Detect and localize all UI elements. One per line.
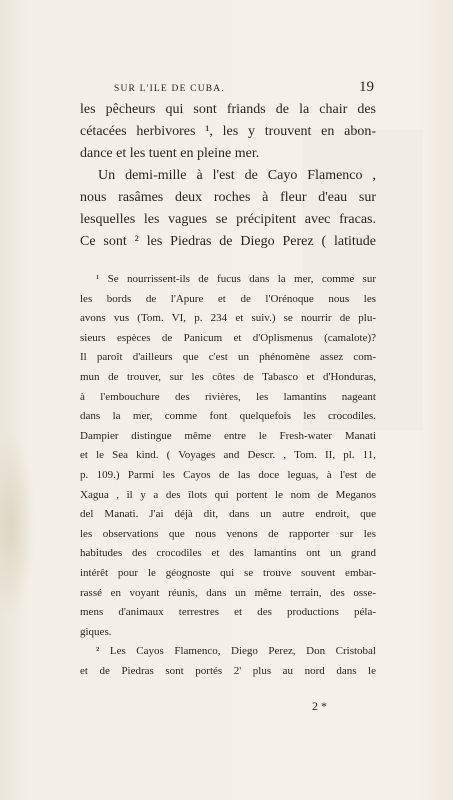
- main-text: [80, 99, 376, 253]
- text-line: Un demi-mille à l'est de Cayo Flamenco ,: [98, 168, 376, 183]
- signature-mark: 2 *: [312, 699, 327, 713]
- footnote-line: del Manati. J'ai déjà dit, dans un autre endroit, que: [80, 508, 376, 521]
- footnote-line: p. 109.) Parmi les Cayos de las doce leguas, à l'est de: [80, 468, 376, 481]
- footnote-line: Il paroît d'ailleurs que c'est un phénomène assez com-: [80, 351, 376, 364]
- paper-stain: [0, 430, 36, 620]
- footnote-line: à l'embouchure des rivières, les lamantins nageant: [80, 390, 376, 403]
- footnote-line: les observations que nous venons de rapporter sur les: [80, 527, 376, 540]
- text-line: nous rasâmes deux roches à fleur d'eau sur: [80, 190, 376, 205]
- footnote-line: intérêt pour le géognoste qui se trouve souvent embar-: [80, 566, 376, 579]
- footnote-line: et le Sea kind. ( Voyages and Descr. , Tom. II, pl. 11,: [80, 449, 376, 462]
- footnote-line: avons vus (Tom. VI, p. 234 et suiv.) se nourrir de plu-: [80, 312, 376, 325]
- text-line: les pêcheurs qui sont friands de la chair des: [80, 102, 376, 117]
- footnote-line: rassé en voyant réunis, dans un même terrain, des osse-: [80, 586, 376, 599]
- footnotes: [80, 270, 376, 681]
- footnote-line: ² Les Cayos Flamenco, Diego Perez, Don Cristobal: [96, 645, 376, 658]
- footnote-line: mens d'animaux terrestres et des productions péla-: [80, 606, 376, 619]
- page-number: 19: [359, 79, 374, 95]
- footnote-line: ¹ Se nourrissent-ils de fucus dans la mer, comme sur: [96, 273, 376, 285]
- running-head: SUR L'ILE DE CUBA.: [114, 84, 225, 94]
- footnote-line: giques.: [80, 625, 112, 638]
- text-line: lesquelles les vagues se précipitent avec fracas.: [80, 212, 376, 227]
- footnote-line: habitudes des crocodiles et des lamantins ont un grand: [80, 547, 376, 560]
- footnote-line: les bords de l'Apure et de l'Orénoque nous les: [80, 292, 376, 305]
- text-line: dance et les tuent en pleine mer.: [80, 146, 260, 161]
- footnote-line: Dampier distingue même entre le Fresh-water Manati: [80, 429, 376, 442]
- footnote-line: Xagua , il y a des îlots qui portent le nom de Meganos: [80, 488, 376, 501]
- footnote-line: mun de trouver, sur les côtes de Tabasco et d'Honduras,: [80, 370, 376, 383]
- footnote-line: dans la mer, comme font quelquefois les crocodiles.: [80, 410, 376, 423]
- text-line: Ce sont ² les Piedras de Diego Perez ( latitude: [80, 234, 376, 249]
- footnote-line: et de Piedras sont portés 2' plus au nord dans le: [80, 664, 376, 677]
- footnote-line: sieurs espèces de Panicum et d'Oplismenus (camalote)?: [80, 331, 376, 344]
- text-line: cétacées herbivores ¹, les y trouvent en abon-: [80, 124, 376, 139]
